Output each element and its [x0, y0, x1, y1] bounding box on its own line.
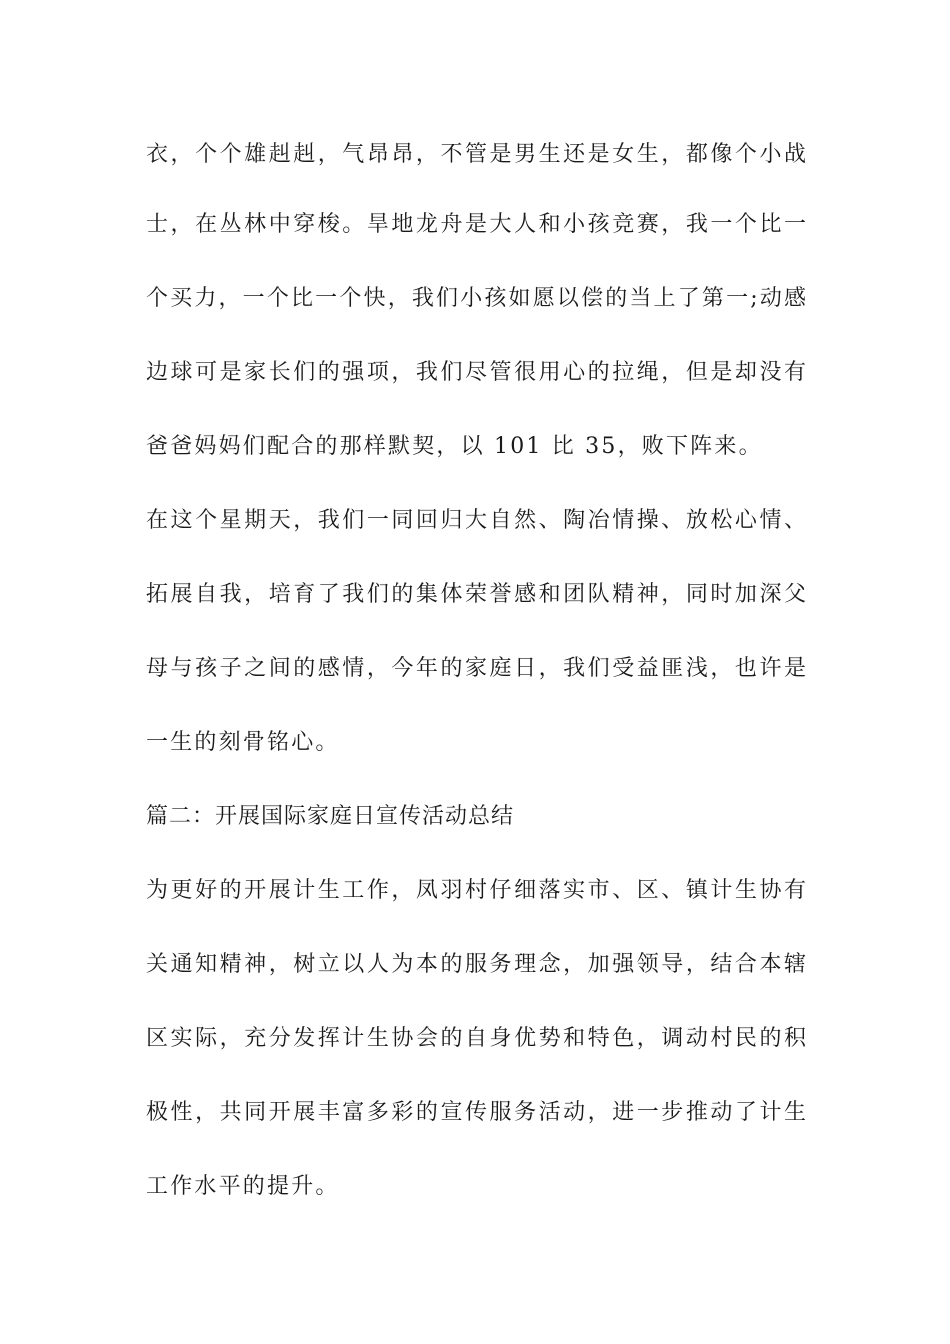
paragraph-line: 爸爸妈妈们配合的那样默契，以 101 比 35，败下阵来。	[146, 434, 763, 459]
paragraph-line: 一生的刻骨铭心。	[146, 730, 340, 755]
paragraph-line: 拓展自我，培育了我们的集体荣誉感和团队精神，同时加深父	[146, 582, 806, 607]
paragraph-line: 关通知精神，树立以人为本的服务理念，加强领导，结合本辖	[146, 952, 806, 977]
paragraph-line: 衣，个个雄赳赳，气昂昂，不管是男生还是女生，都像个小战	[146, 142, 806, 167]
paragraph-line: 士，在丛林中穿梭。旱地龙舟是大人和小孩竞赛，我一个比一	[146, 212, 806, 237]
paragraph-line: 为更好的开展计生工作，凤羽村仔细落实市、区、镇计生协有	[146, 878, 806, 903]
paragraph-line: 母与孩子之间的感情，今年的家庭日，我们受益匪浅，也许是	[146, 656, 806, 681]
paragraph-line: 在这个星期天，我们一同回归大自然、陶冶情操、放松心情、	[146, 508, 806, 533]
paragraph-line: 工作水平的提升。	[146, 1174, 340, 1199]
section-heading: 篇二：开展国际家庭日宣传活动总结	[146, 804, 515, 829]
paragraph-line: 极性，共同开展丰富多彩的宣传服务活动，进一步推动了计生	[146, 1100, 806, 1125]
paragraph-line: 区实际，充分发挥计生协会的自身优势和特色，调动村民的积	[146, 1026, 806, 1051]
paragraph-line: 个买力，一个比一个快，我们小孩如愿以偿的当上了第一;动感	[146, 286, 806, 311]
paragraph-line: 边球可是家长们的强项，我们尽管很用心的拉绳，但是却没有	[146, 360, 806, 385]
